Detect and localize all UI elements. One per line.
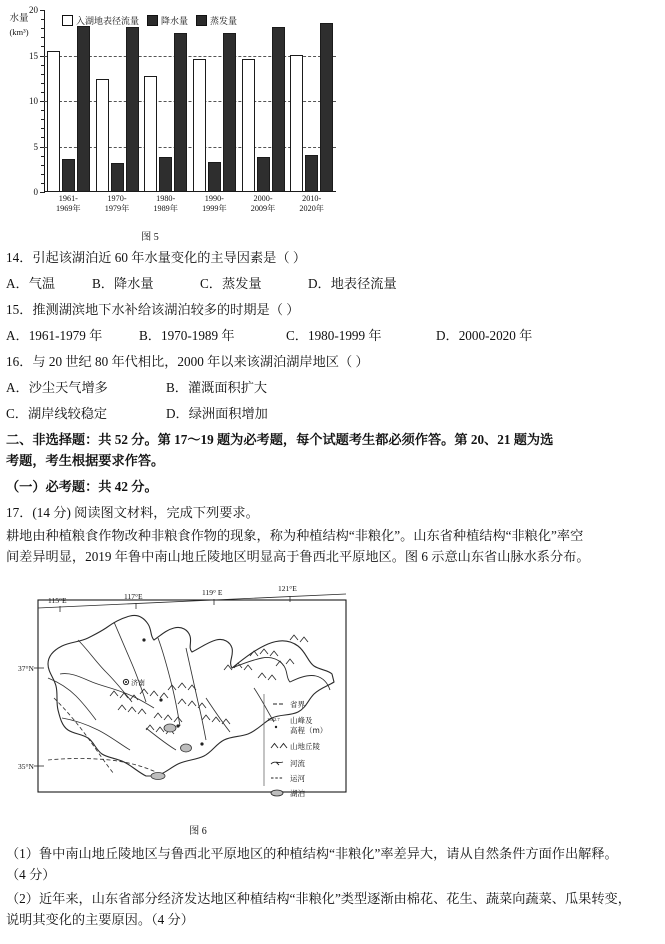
bar-0-2	[144, 76, 157, 192]
y-tick-label-10: 10	[29, 96, 38, 106]
bar-0-1	[96, 79, 109, 192]
legend-label-boundary: 省界	[290, 700, 305, 709]
legend-item-runoff	[62, 14, 139, 27]
question-16-options-row-1	[6, 379, 661, 396]
legend-label-canal: 运河	[290, 774, 305, 783]
y-tick-label-0: 0	[33, 187, 38, 197]
legend-label-precipitation: 降水量	[161, 16, 189, 26]
y-axis-label-text: 水量	[9, 14, 29, 24]
q16-option-d[interactable]: D．绿洲面积增加	[166, 406, 268, 421]
x-tick-label-0: 1961- 1969年	[56, 194, 81, 213]
y-tick-label-15: 15	[29, 50, 38, 61]
question-15	[6, 301, 661, 318]
legend-item-precipitation	[147, 14, 188, 27]
bar-group	[287, 10, 336, 192]
x-tick-label-5: 2010- 2020年	[299, 194, 324, 213]
q15-option-c[interactable]: C．1980-1999 年	[286, 328, 382, 343]
lon-label-121e: 121°E	[278, 584, 297, 593]
section-2-heading-line-1: 二、非选择题：共 52 分。第 17～19 题为必考题，每个试题考生都必须作答。第 20、21 题为选	[6, 432, 554, 447]
legend-swatch-hollow-icon	[62, 15, 73, 26]
y-axis-unit-text: (km³)	[9, 27, 29, 37]
bar-1-1	[111, 163, 124, 192]
city-label-jinan: 济南	[131, 679, 145, 687]
bar-1-4	[257, 157, 270, 192]
q14-option-a[interactable]: A．气温	[6, 276, 56, 291]
legend-label-lake: 湖泊	[290, 789, 305, 798]
bar-0-0	[47, 51, 60, 192]
figure-6-caption: 图 6	[189, 826, 207, 837]
question-14-options	[6, 275, 661, 292]
x-tick-label-3: 1990- 1999年	[202, 194, 227, 213]
figure-6-shandong-map	[18, 578, 438, 836]
lat-label-37n: 37°N	[18, 664, 34, 673]
chart-plot-area	[29, 5, 336, 197]
question-17-sub-2-line-2: 说明其变化的主要原因。（4 分）	[6, 912, 194, 927]
question-17-sub-1-line-1: （1）鲁中南山地丘陵地区与鲁西北平原地区的种植结构“非粮化”率差异大，请从自然条件方面作出解释。	[6, 846, 618, 861]
y-tick-label-20: 20	[29, 5, 38, 15]
bar-1-5	[305, 155, 318, 192]
question-17-material-line-1: 耕地由种植粮食作物改种非粮食作物的现象，称为种植结构“非粮化”。山东省种植结构“非粮化”率空	[6, 528, 584, 543]
map-svg	[18, 578, 438, 818]
legend-symbol-peak-icon	[275, 726, 277, 728]
q15-option-b[interactable]: B．1970-1989 年	[139, 328, 235, 343]
bar-2-3	[223, 33, 236, 192]
x-tick-label-2: 1980- 1989年	[153, 194, 178, 213]
legend-label-peak-1: 山峰及	[290, 716, 313, 725]
bar-groups	[44, 10, 336, 192]
section-2-heading-line-2: 考题，考生根据要求作答。	[6, 453, 165, 468]
bar-0-5	[290, 55, 303, 192]
bar-2-5	[320, 23, 333, 192]
lon-label-115e: 115°E	[48, 596, 67, 605]
question-14	[6, 249, 661, 266]
lon-label-117e: 117°E	[124, 592, 143, 601]
legend-label-peak-2: 高程（m）	[290, 726, 328, 735]
question-16-stem: 16．与 20 世纪 80 年代相比，2000 年以来该湖泊湖岸地区（ ）	[6, 354, 369, 369]
y-tick-label-5: 5	[33, 141, 38, 152]
bar-group	[141, 10, 190, 192]
bar-group	[44, 10, 93, 192]
question-15-options	[6, 327, 661, 344]
chart-legend	[62, 14, 237, 27]
bar-group	[239, 10, 288, 192]
x-axis-labels	[44, 194, 336, 213]
legend-item-evaporation	[196, 14, 237, 27]
question-17-sub-1-line-2: （4 分）	[6, 867, 56, 882]
bar-1-2	[159, 157, 172, 192]
bar-2-1	[126, 27, 139, 192]
q14-option-b[interactable]: B．降水量	[92, 276, 154, 291]
legend-label-evaporation: 蒸发量	[210, 16, 238, 26]
y-axis-title	[2, 14, 36, 38]
bar-0-4	[242, 59, 255, 192]
bar-0-3	[193, 59, 206, 192]
y-tick-0	[40, 192, 45, 193]
question-16-options-row-2	[6, 405, 661, 422]
bar-1-3	[208, 162, 221, 192]
x-tick-label-4: 2000- 2009年	[250, 194, 276, 213]
q15-option-d[interactable]: D．2000-2020 年	[436, 328, 533, 343]
lat-label-35n: 35°N	[18, 762, 34, 771]
q16-option-c[interactable]: C．湖岸线较稳定	[6, 406, 108, 421]
subsection-required-heading: （一）必考题：共 42 分。	[6, 479, 158, 494]
legend-swatch-solid-evap-icon	[196, 15, 207, 26]
figure-5-bar-chart	[0, 0, 360, 246]
q15-option-a[interactable]: A．1961-1979 年	[6, 328, 103, 343]
q16-option-b[interactable]: B．灌溉面积扩大	[166, 380, 268, 395]
question-17-material-line-2: 间差异明显，2019 年鲁中南山地丘陵地区明显高于鲁西北平原地区。图 6 示意山东省山脉水系分布。	[6, 549, 590, 564]
x-tick-label-1: 1970- 1979年	[104, 194, 130, 213]
q14-option-d[interactable]: D．地表径流量	[308, 276, 397, 291]
bar-group	[93, 10, 142, 192]
legend-label-runoff: 入湖地表径流量	[76, 16, 140, 26]
legend-peak-value: 1532.7	[267, 717, 280, 722]
bar-group	[190, 10, 239, 192]
question-14-stem: 14．引起该湖泊近 60 年水量变化的主导因素是（ ）	[6, 250, 307, 265]
bar-2-4	[272, 27, 285, 192]
question-17-sub-2-line-1: （2）近年来，山东省部分经济发达地区种植结构“非粮化”类型逐渐由棉花、花生、蔬菜向蔬菜、瓜果转变，	[6, 891, 631, 906]
question-15-stem: 15．推测湖滨地下水补给该湖泊较多的时期是（ ）	[6, 302, 300, 317]
question-16	[6, 353, 661, 370]
figure-5-caption: 图 5	[141, 232, 159, 243]
bar-1-0	[62, 159, 75, 192]
bar-2-2	[174, 33, 187, 192]
q16-option-a[interactable]: A．沙尘天气增多	[6, 380, 108, 395]
legend-label-hills: 山地丘陵	[290, 742, 320, 751]
bar-2-0	[77, 26, 90, 192]
legend-swatch-solid-precip-icon	[147, 15, 158, 26]
legend-label-river: 河流	[290, 759, 305, 768]
legend-symbol-lake-icon	[271, 790, 283, 796]
lon-label-119e: 119° E	[202, 588, 223, 597]
question-17-stem: 17．(14 分) 阅读图文材料，完成下列要求。	[6, 505, 259, 520]
q14-option-c[interactable]: C．蒸发量	[200, 276, 262, 291]
